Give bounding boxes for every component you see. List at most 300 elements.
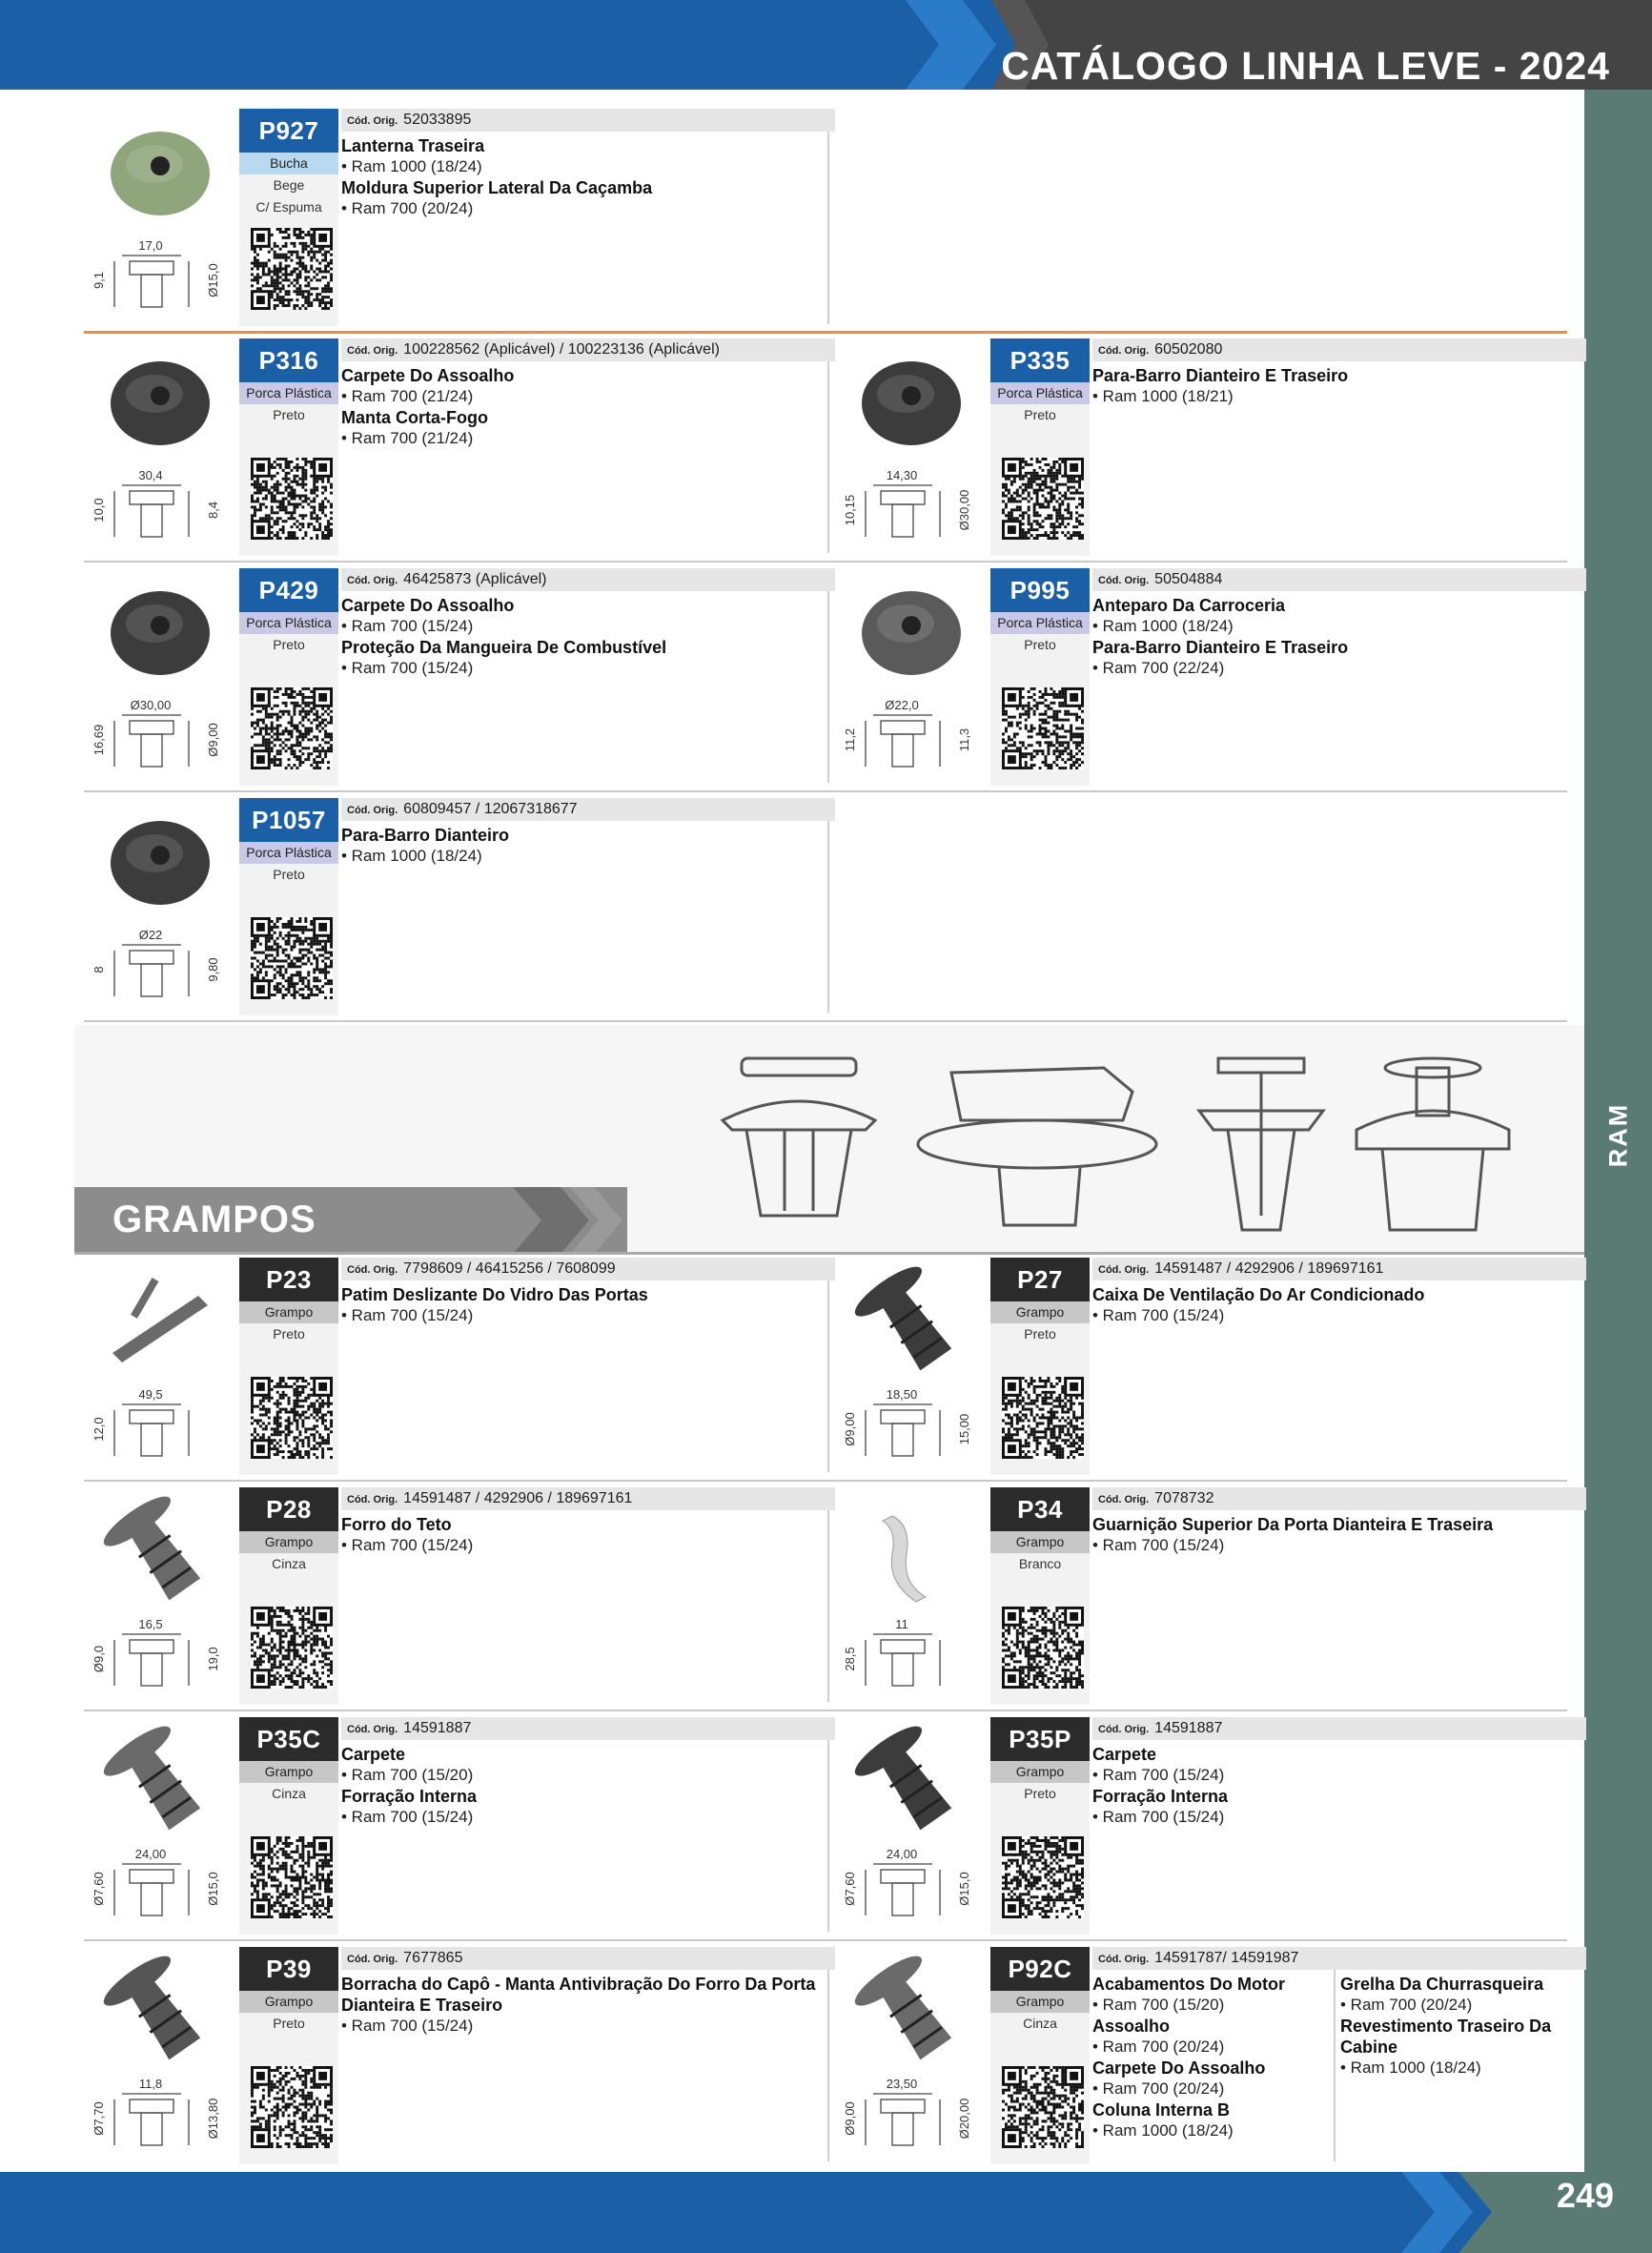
original-code: 14591487 / 4292906 / 189697161 xyxy=(403,1490,633,1506)
vehicle-line: • Ram 700 (15/20) xyxy=(341,1766,474,1784)
part-photo xyxy=(84,1258,236,1382)
dimension-drawing xyxy=(835,692,988,786)
orig-label: Cód. Orig. xyxy=(347,575,398,586)
section-title: GRAMPOS xyxy=(112,1198,316,1240)
original-code-bar xyxy=(1092,568,1586,591)
product-type: Grampo xyxy=(239,1991,338,2013)
dimension-drawing xyxy=(84,1611,236,1705)
product-type: Grampo xyxy=(239,1761,338,1783)
qr-code-box[interactable] xyxy=(1002,458,1084,540)
application-title: Forração Interna xyxy=(1092,1787,1229,1806)
vehicle-line: • Ram 700 (15/20) xyxy=(1092,1996,1225,2014)
qr-code-box[interactable] xyxy=(1002,687,1084,769)
part-photo xyxy=(835,1487,988,1611)
footer-bar xyxy=(0,2172,1652,2253)
application-title: Moldura Superior Lateral Da Caçamba xyxy=(341,178,653,197)
part-drawing xyxy=(835,1611,988,1705)
qr-code-box[interactable] xyxy=(251,1836,333,1918)
orange-divider xyxy=(84,331,1567,334)
dimension-label: 11 xyxy=(895,1617,908,1631)
product-extra: C/ Espuma xyxy=(255,199,322,215)
qr-code[interactable] xyxy=(251,687,333,769)
applications-list-col2 xyxy=(1340,1974,1586,2079)
vehicle-line: • Ram 700 (15/24) xyxy=(1092,1536,1225,1554)
orig-label: Cód. Orig. xyxy=(347,1724,398,1735)
original-code: 100228562 (Aplicável) / 100223136 (Aplicável) xyxy=(403,341,720,358)
product-card-p316 xyxy=(84,338,835,556)
product-card-p92c xyxy=(835,1947,1586,2164)
application-title: Borracha do Capô - Manta Antivibração Do Forro Da Porta Dianteira E Traseiro xyxy=(341,1975,816,2015)
application-title: Grelha Da Churrasqueira xyxy=(1340,1975,1544,1994)
product-code: P335 xyxy=(990,338,1090,382)
qr-code[interactable] xyxy=(1002,1836,1084,1918)
application-title: Anteparo Da Carroceria xyxy=(1092,596,1286,615)
product-code: P429 xyxy=(239,568,338,612)
applications-list xyxy=(1092,595,1586,679)
vehicle-line: • Ram 700 (15/24) xyxy=(341,1536,474,1554)
qr-code-box[interactable] xyxy=(1002,2066,1084,2148)
product-card-p35p xyxy=(835,1717,1586,1935)
orig-label: Cód. Orig. xyxy=(347,345,398,357)
qr-code-box[interactable] xyxy=(1002,1836,1084,1918)
part-photo xyxy=(84,568,236,692)
original-code: 14591887 xyxy=(1154,1720,1223,1736)
qr-code-box[interactable] xyxy=(251,1377,333,1459)
part-drawing xyxy=(84,2071,236,2164)
product-card-p23 xyxy=(84,1258,835,1475)
dimension-drawing xyxy=(84,2071,236,2164)
original-code-bar xyxy=(341,568,835,591)
product-color: Cinza xyxy=(1023,2016,1057,2031)
orig-label: Cód. Orig. xyxy=(347,115,398,127)
row-divider xyxy=(84,1480,1567,1482)
part-photo-image xyxy=(84,1717,236,1841)
original-code-bar xyxy=(1092,1258,1586,1280)
vehicle-line: • Ram 1000 (18/24) xyxy=(1340,2058,1481,2077)
dimension-label: 16,69 xyxy=(92,724,106,756)
original-code: 60502080 xyxy=(1154,341,1223,358)
dimension-label: Ø7,70 xyxy=(92,2101,106,2136)
product-card-p27 xyxy=(835,1258,1586,1475)
applications-list xyxy=(1092,1514,1586,1556)
dimension-label: Ø22 xyxy=(138,928,163,942)
product-color: Preto xyxy=(1024,1326,1056,1342)
qr-code[interactable] xyxy=(251,2066,333,2148)
orig-label: Cód. Orig. xyxy=(347,1494,398,1505)
dimension-drawing xyxy=(84,1382,236,1475)
dimension-label: Ø22,0 xyxy=(885,698,919,712)
qr-code[interactable] xyxy=(251,228,333,310)
side-tab-ram: RAM xyxy=(1603,1102,1632,1167)
product-color: Branco xyxy=(1018,1556,1062,1571)
dimension-label: Ø9,00 xyxy=(843,1412,857,1446)
vehicle-line: • Ram 700 (15/24) xyxy=(341,617,474,635)
application-title: Carpete Do Assoalho xyxy=(341,366,515,385)
vehicle-line: • Ram 700 (20/24) xyxy=(1092,2079,1225,2098)
part-photo xyxy=(835,1947,988,2071)
part-drawing xyxy=(84,1382,236,1475)
qr-code[interactable] xyxy=(1002,687,1084,769)
dimension-label: 11,3 xyxy=(957,727,971,752)
product-type: Grampo xyxy=(990,1761,1090,1783)
original-code: 52033895 xyxy=(403,112,472,128)
product-card-p995 xyxy=(835,568,1586,786)
dimension-label: 11,8 xyxy=(138,2077,163,2091)
product-card-p28 xyxy=(84,1487,835,1705)
application-title: Patim Deslizante Do Vidro Das Portas xyxy=(341,1285,648,1304)
product-card-p429 xyxy=(84,568,835,786)
dimension-label: Ø30,00 xyxy=(957,489,971,531)
application-title: Guarnição Superior Da Porta Dianteira E Traseira xyxy=(1092,1515,1494,1534)
original-code: 7078732 xyxy=(1154,1490,1214,1506)
original-code: 46425873 (Aplicável) xyxy=(403,571,547,587)
product-type: Porca Plástica xyxy=(990,382,1090,404)
section-underline xyxy=(74,1252,1584,1255)
product-color: Preto xyxy=(273,407,305,422)
product-card-p1057 xyxy=(84,798,835,1015)
product-type: Porca Plástica xyxy=(239,842,338,864)
vehicle-line: • Ram 700 (15/24) xyxy=(1092,1306,1225,1324)
dimension-label: Ø9,00 xyxy=(206,723,220,757)
part-drawing xyxy=(835,462,988,556)
application-title: Caixa De Ventilação Do Ar Condicionado xyxy=(1092,1285,1425,1304)
header-bar xyxy=(0,0,1652,90)
applications-list xyxy=(1092,1744,1586,1828)
original-code-bar xyxy=(1092,338,1586,361)
vehicle-line: • Ram 700 (20/24) xyxy=(341,199,474,217)
orig-label: Cód. Orig. xyxy=(1098,1954,1150,1965)
dimension-drawing xyxy=(84,922,236,1015)
product-type: Bucha xyxy=(239,153,338,174)
application-title: Para-Barro Dianteiro E Traseiro xyxy=(1092,366,1349,385)
dimension-label: 11,2 xyxy=(843,727,857,752)
dimension-label: 16,5 xyxy=(138,1617,163,1631)
original-code-bar xyxy=(1092,1487,1586,1510)
part-photo xyxy=(835,1258,988,1382)
dimension-label: 17,0 xyxy=(138,238,163,253)
part-photo xyxy=(835,568,988,692)
part-photo-image xyxy=(84,1487,236,1611)
part-photo-image xyxy=(84,1947,236,2071)
product-code: P27 xyxy=(990,1258,1090,1301)
dimension-label: 10,15 xyxy=(843,494,857,526)
qr-code[interactable] xyxy=(251,1377,333,1459)
part-photo-image xyxy=(835,1717,988,1841)
product-color: Preto xyxy=(273,637,305,652)
orig-label: Cód. Orig. xyxy=(347,1264,398,1276)
product-code: P92C xyxy=(990,1947,1090,1991)
applications-list xyxy=(341,825,835,867)
section-title-bar xyxy=(74,1187,627,1254)
qr-code-box[interactable] xyxy=(1002,1607,1084,1689)
row-divider xyxy=(84,1710,1567,1711)
product-code: P1057 xyxy=(239,798,338,842)
product-color: Cinza xyxy=(272,1556,306,1571)
vehicle-line: • Ram 700 (20/24) xyxy=(1092,2038,1225,2056)
product-code: P35C xyxy=(239,1717,338,1761)
applications-list xyxy=(1092,365,1586,407)
qr-code-box[interactable] xyxy=(251,1607,333,1689)
product-code: P39 xyxy=(239,1947,338,1991)
part-drawing xyxy=(835,692,988,786)
vehicle-line: • Ram 700 (15/24) xyxy=(341,1808,474,1826)
orig-label: Cód. Orig. xyxy=(1098,575,1150,586)
product-code: P927 xyxy=(239,109,338,153)
dimension-label: Ø30,00 xyxy=(130,698,172,712)
application-title: Assoalho xyxy=(1092,2017,1171,2036)
application-title: Carpete xyxy=(341,1745,406,1764)
application-title: Para-Barro Dianteiro xyxy=(341,826,510,845)
dimension-label: 9,80 xyxy=(206,957,220,982)
product-color: Bege xyxy=(273,177,305,193)
dimension-label: Ø15,0 xyxy=(206,263,220,297)
part-photo-image xyxy=(84,798,236,922)
dimension-label: 30,4 xyxy=(138,468,163,482)
page-number: 249 xyxy=(1556,2176,1614,2215)
product-type: Grampo xyxy=(239,1301,338,1323)
orig-label: Cód. Orig. xyxy=(347,1954,398,1965)
dimension-drawing xyxy=(84,462,236,556)
product-color: Preto xyxy=(273,867,305,882)
part-photo xyxy=(835,338,988,462)
product-code: P995 xyxy=(990,568,1090,612)
applications-list xyxy=(341,365,835,449)
applications-list xyxy=(341,595,835,679)
applications-list xyxy=(341,1284,835,1326)
dimension-drawing xyxy=(835,1841,988,1935)
applications-list xyxy=(341,1974,835,2037)
dimension-drawing xyxy=(84,1841,236,1935)
part-photo-image xyxy=(84,109,236,233)
application-title: Carpete Do Assoalho xyxy=(1092,2058,1266,2078)
product-code: P28 xyxy=(239,1487,338,1531)
part-photo-image xyxy=(835,1487,988,1611)
qr-code[interactable] xyxy=(251,1836,333,1918)
vehicle-line: • Ram 700 (15/24) xyxy=(1092,1808,1225,1826)
product-code: P23 xyxy=(239,1258,338,1301)
part-photo xyxy=(835,1717,988,1841)
orig-label: Cód. Orig. xyxy=(1098,1494,1150,1505)
part-photo xyxy=(84,1717,236,1841)
qr-code-box[interactable] xyxy=(251,917,333,999)
vehicle-line: • Ram 700 (22/24) xyxy=(1092,659,1225,677)
original-code-bar xyxy=(341,338,835,361)
applications-list xyxy=(341,135,835,219)
dimension-label: 14,30 xyxy=(886,468,918,482)
product-card-p35c xyxy=(84,1717,835,1935)
dimension-drawing xyxy=(835,462,988,556)
application-title: Carpete xyxy=(1092,1745,1157,1764)
original-code: 50504884 xyxy=(1154,571,1223,587)
product-color: Preto xyxy=(273,2016,305,2031)
dimension-label: 28,5 xyxy=(843,1647,857,1671)
original-code-bar xyxy=(341,1947,835,1970)
dimension-label: 15,00 xyxy=(957,1413,971,1445)
part-drawing xyxy=(84,233,236,326)
part-drawing xyxy=(84,1611,236,1705)
qr-code-box[interactable] xyxy=(251,687,333,769)
product-card-p34 xyxy=(835,1487,1586,1705)
vehicle-line: • Ram 700 (15/24) xyxy=(341,1306,474,1324)
dimension-label: Ø20,00 xyxy=(957,2098,971,2140)
catalog-title: CATÁLOGO LINHA LEVE - 2024 xyxy=(1001,44,1610,88)
product-type: Porca Plástica xyxy=(990,612,1090,634)
dimension-label: Ø9,0 xyxy=(92,1645,106,1673)
part-photo-image xyxy=(84,338,236,462)
product-color: Preto xyxy=(1024,637,1056,652)
vehicle-line: • Ram 1000 (18/21) xyxy=(1092,387,1234,405)
qr-code-box[interactable] xyxy=(1002,1377,1084,1459)
part-photo-image xyxy=(835,1258,988,1382)
vehicle-line: • Ram 700 (15/24) xyxy=(1092,1766,1225,1784)
dimension-drawing xyxy=(84,233,236,326)
part-drawing xyxy=(84,462,236,556)
part-photo-image xyxy=(835,1947,988,2071)
original-code-bar xyxy=(341,798,835,821)
dimension-drawing xyxy=(835,1382,988,1475)
part-drawing xyxy=(84,922,236,1015)
qr-code[interactable] xyxy=(1002,1607,1084,1689)
vehicle-line: • Ram 700 (15/24) xyxy=(341,2017,474,2035)
product-type: Grampo xyxy=(990,1991,1090,2013)
row-divider xyxy=(84,790,1567,792)
vehicle-line: • Ram 1000 (18/24) xyxy=(1092,2121,1234,2140)
row-divider xyxy=(84,561,1567,563)
part-photo-image xyxy=(84,1258,236,1382)
original-code-bar xyxy=(341,109,835,132)
product-card-p39 xyxy=(84,1947,835,2164)
part-drawing xyxy=(84,1841,236,1935)
product-color: Cinza xyxy=(272,1786,306,1801)
application-title: Revestimento Traseiro Da Cabine xyxy=(1340,2017,1552,2057)
dimension-label: 9,1 xyxy=(92,271,106,290)
qr-code[interactable] xyxy=(1002,2066,1084,2148)
application-title: Proteção Da Mangueira De Combustível xyxy=(341,638,667,657)
original-code-bar xyxy=(1092,1717,1586,1740)
vehicle-line: • Ram 1000 (18/24) xyxy=(341,847,482,865)
product-code: P316 xyxy=(239,338,338,382)
original-code: 14591787/ 14591987 xyxy=(1154,1950,1299,1966)
dimension-drawing xyxy=(84,692,236,786)
vehicle-line: • Ram 700 (21/24) xyxy=(341,387,474,405)
part-photo xyxy=(84,338,236,462)
original-code-bar xyxy=(341,1258,835,1280)
dimension-label: Ø7,60 xyxy=(92,1872,106,1906)
dimension-label: 8,4 xyxy=(206,501,220,520)
part-photo-image xyxy=(84,568,236,692)
dimension-drawing xyxy=(835,1611,988,1705)
applications-list xyxy=(341,1744,835,1828)
original-code-bar xyxy=(341,1717,835,1740)
product-type: Grampo xyxy=(990,1531,1090,1553)
application-title: Para-Barro Dianteiro E Traseiro xyxy=(1092,638,1349,657)
product-type: Grampo xyxy=(990,1301,1090,1323)
qr-code-box[interactable] xyxy=(251,228,333,310)
dimension-label: Ø15,0 xyxy=(957,1872,971,1906)
qr-code-box[interactable] xyxy=(251,458,333,540)
qr-code[interactable] xyxy=(1002,1377,1084,1459)
product-card-p927 xyxy=(84,109,835,326)
dimension-label: 8 xyxy=(92,966,106,973)
application-title: Lanterna Traseira xyxy=(341,136,485,155)
qr-code[interactable] xyxy=(251,917,333,999)
dimension-label: 49,5 xyxy=(138,1387,163,1402)
dimension-label: Ø7,60 xyxy=(843,1872,857,1906)
dimension-label: Ø15,0 xyxy=(206,1872,220,1906)
orig-label: Cód. Orig. xyxy=(1098,1264,1150,1276)
application-title: Acabamentos Do Motor xyxy=(1092,1975,1286,1994)
part-photo xyxy=(84,798,236,922)
part-drawing xyxy=(84,692,236,786)
original-code: 14591887 xyxy=(403,1720,472,1736)
applications-list xyxy=(1092,1974,1331,2141)
product-type: Porca Plástica xyxy=(239,612,338,634)
product-code: P34 xyxy=(990,1487,1090,1531)
qr-code[interactable] xyxy=(251,1607,333,1689)
vehicle-line: • Ram 700 (20/24) xyxy=(1340,1996,1473,2014)
original-code: 7798609 / 46415256 / 7608099 xyxy=(403,1260,616,1277)
dimension-label: 19,0 xyxy=(206,1647,220,1671)
original-code-bar xyxy=(1092,1947,1586,1970)
part-drawing xyxy=(835,1382,988,1475)
dimension-label: 23,50 xyxy=(886,2077,918,2091)
dimension-label: 12,0 xyxy=(92,1417,106,1442)
dimension-label: 24,00 xyxy=(886,1847,918,1861)
orig-label: Cód. Orig. xyxy=(1098,345,1150,357)
product-type: Porca Plástica xyxy=(239,382,338,404)
product-code: P35P xyxy=(990,1717,1090,1761)
orig-label: Cód. Orig. xyxy=(347,805,398,816)
part-photo xyxy=(84,1487,236,1611)
part-drawing xyxy=(835,2071,988,2164)
product-color: Preto xyxy=(273,1326,305,1342)
qr-code[interactable] xyxy=(251,458,333,540)
product-type: Grampo xyxy=(239,1531,338,1553)
part-photo xyxy=(84,109,236,233)
application-title: Carpete Do Assoalho xyxy=(341,596,515,615)
vehicle-line: • Ram 1000 (18/24) xyxy=(1092,617,1234,635)
applications-list xyxy=(1092,1284,1586,1326)
application-title: Forração Interna xyxy=(341,1787,478,1806)
dimension-label: 10,0 xyxy=(92,498,106,522)
product-color: Preto xyxy=(1024,1786,1056,1801)
vehicle-line: • Ram 700 (15/24) xyxy=(341,659,474,677)
dimension-label: Ø9,00 xyxy=(843,2101,857,2136)
vehicle-line: • Ram 1000 (18/24) xyxy=(341,157,482,175)
orig-label: Cód. Orig. xyxy=(1098,1724,1150,1735)
dimension-label: 24,00 xyxy=(134,1847,167,1861)
part-drawing xyxy=(835,1841,988,1935)
applications-list xyxy=(341,1514,835,1556)
part-photo-image xyxy=(835,568,988,692)
application-title: Coluna Interna B xyxy=(1092,2100,1231,2120)
original-code: 14591487 / 4292906 / 189697161 xyxy=(1154,1260,1384,1277)
application-title: Forro do Teto xyxy=(341,1515,452,1534)
original-code: 60809457 / 12067318677 xyxy=(403,801,578,817)
product-card-p335 xyxy=(835,338,1586,556)
part-photo-image xyxy=(835,338,988,462)
product-color: Preto xyxy=(1024,407,1056,422)
dimension-label: 18,50 xyxy=(886,1387,918,1402)
qr-code[interactable] xyxy=(1002,458,1084,540)
original-code-bar xyxy=(341,1487,835,1510)
dimension-drawing xyxy=(835,2071,988,2164)
dimension-label: Ø13,80 xyxy=(206,2098,220,2140)
vehicle-line: • Ram 700 (21/24) xyxy=(341,429,474,447)
qr-code-box[interactable] xyxy=(251,2066,333,2148)
application-title: Manta Corta-Fogo xyxy=(341,408,488,427)
row-divider xyxy=(84,1020,1567,1022)
